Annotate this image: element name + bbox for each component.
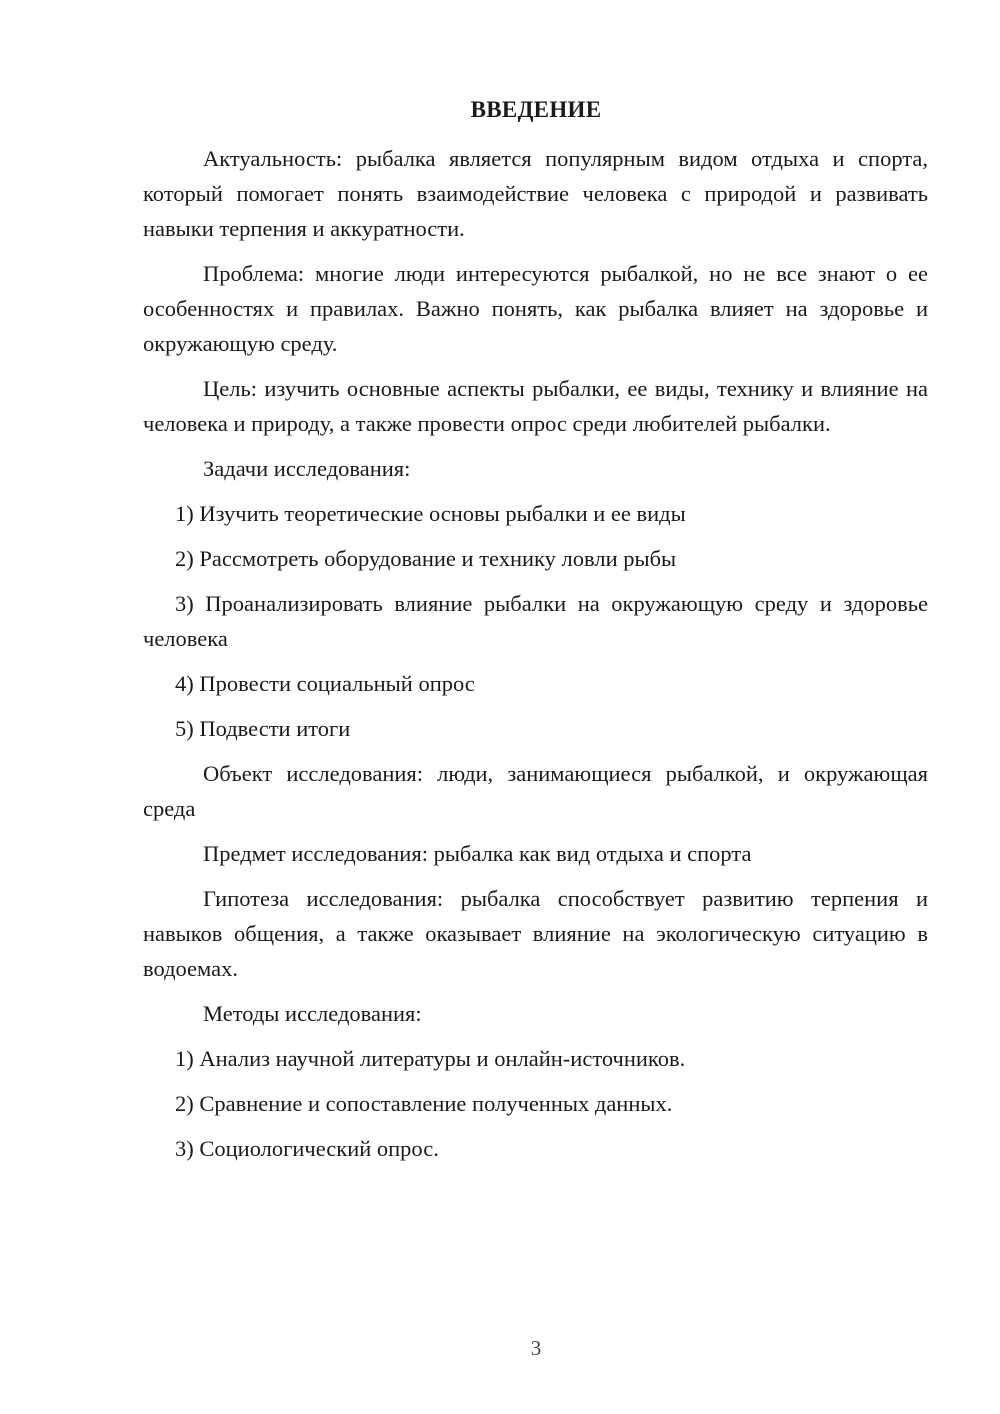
tasks-list <box>143 496 928 746</box>
task-item: 5) Подвести итоги <box>175 716 351 741</box>
task-item: 4) Провести социальный опрос <box>175 671 475 696</box>
method-item: 3) Социологический опрос. <box>175 1136 439 1161</box>
task-item: 1) Изучить теоретические основы рыбалки и ее виды <box>175 501 686 526</box>
page-number: 3 <box>530 1336 542 1360</box>
object-paragraph: Объект исследования: люди, занимающиеся рыбалкой, и окружающая среда <box>143 761 928 821</box>
methods-list <box>143 1041 928 1166</box>
hypothesis-paragraph: Гипотеза исследования: рыбалка способствует развитию терпения и навыков общения, а также оказывает влияние на экологическую ситуацию в водоемах. <box>143 886 928 981</box>
method-item: 2) Сравнение и сопоставление полученных данных. <box>175 1091 673 1116</box>
tasks-title: Задачи исследования: <box>203 456 411 481</box>
problem-paragraph: Проблема: многие люди интересуются рыбалкой, но не все знают о ее особенностях и правилах. Важно понять, как рыбалка влияет на здоровье и окружающую среду. <box>143 261 928 356</box>
section-heading: ВВЕДЕНИЕ <box>470 97 602 122</box>
subject-paragraph: Предмет исследования: рыбалка как вид отдыха и спорта <box>203 841 752 866</box>
document-body <box>143 141 928 1176</box>
task-item: 3) Проанализировать влияние рыбалки на окружающую среду и здоровье человека <box>143 591 928 651</box>
goal-paragraph: Цель: изучить основные аспекты рыбалки, ее виды, технику и влияние на человека и природу, а также провести опрос среди любителей рыбалки. <box>143 376 928 436</box>
method-item: 1) Анализ научной литературы и онлайн-источников. <box>175 1046 686 1071</box>
methods-title: Методы исследования: <box>203 1001 422 1026</box>
relevance-paragraph: Актуальность: рыбалка является популярным видом отдыха и спорта, который помогает понять взаимодействие человека с природой и развивать навыки терпения и аккуратности. <box>143 146 928 241</box>
task-item: 2) Рассмотреть оборудование и технику ловли рыбы <box>175 546 677 571</box>
